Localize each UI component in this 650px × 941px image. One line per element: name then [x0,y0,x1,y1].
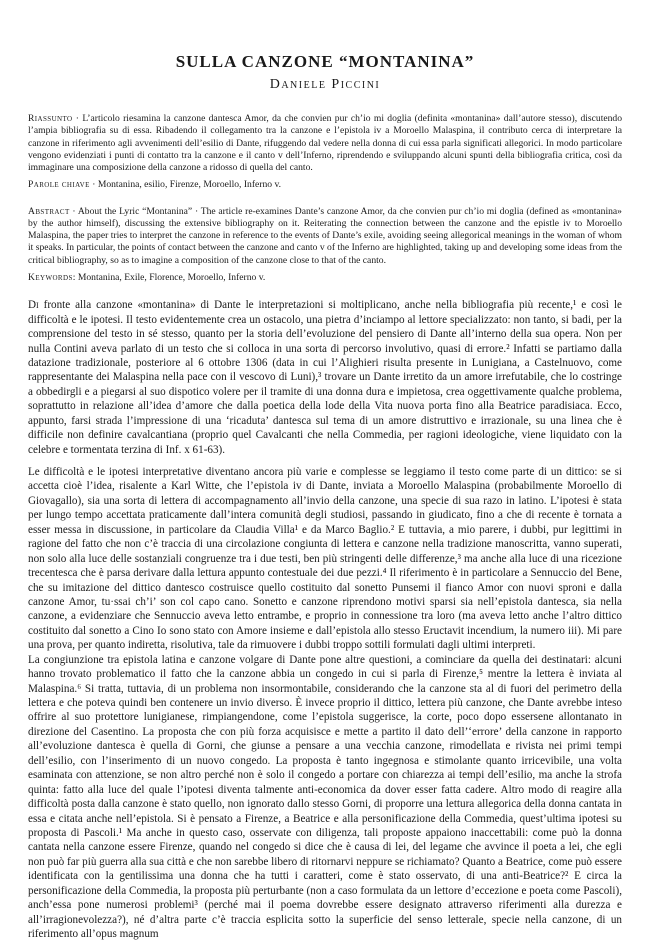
body-paragraph-3: La congiunzione tra epistola latina e canzone volgare di Dante pone altre questioni, a cominciare da quella dei destinatari: alcuni hanno trovato problematico il fatto che la canzone abbia un congedo in cui si parla di Firenze,⁵ mentre la lettera è inviata al Malaspina.⁶ Si tratta, tuttavia, di un problema non insormontabile, considerando che la canzone sta al di fuori del perimetro della lettera e che poteva quindi ben contenere un invio diverso. È invece proprio il dittico, lettera più canzone, che Dante avrebbe inteso offrire al suo protettore lunigianese, rimpiangendone, come l’epistola suggerisce, la corte, poco dopo essersene allontanato in direzione del Casentino. La proposta che con più forza acquisisce e mette a partito il dato dell’‘errore’ della canzone in rapporto all’evoluzione dantesca è quella di Gorni, che giunse a pensare a una vecchia canzone, rimodellata e rivista nei primi tempi dell’esilio, con l’inserimento di un nuovo congedo. La proposta è tanto ingegnosa e stimolante quanto irricevibile, una volta esaminata con attenzione, se non altro perché non è solo il congedo a portare con chiarezza ai tempi dell’esilio, ma anche la strofa quinta: fatto alla luce del quale l’ipotesi diventa talmente anti-economica da dover esser fatta cadere. Altro modo di reagire alla difficoltà posta dalla canzone è stato quello, non ignorato dallo stesso Gorni, di proporre una lettura allegorica della donna cantata in essa e citata anche nell’epistola. Si è pensato a Firenze, a Beatrice e alla personificazione della Commedia, quest’ultima ipotesi su proposta di Pascoli.¹ Ma anche in questo caso, osservate con diligenza, tali proposte appaiono inaccettabili: come può la donna cantata nella canzone essere Firenze, quando nel congedo si dice che è causa di lei, del legame che avvince il poeta a lei, che egli non può far più guerra alla sua città e che non sarebbe libero di ritornarvi neppure se richiamato? Quanto a Beatrice, come può essere identificata con la gentilissima una donna che ha tutti i caratteri, come è stato osservato, di una anti-Beatrice?² E circa la personificazione della Commedia, la proposta più perturbante (non a caso formulata da un lettore d’eccezione e poeta come Pascoli), anch’essa pone numerosi problemi³ (perché mai il poema dovrebbe essere designato attraverso riferimenti alla durezza e all’irragionevolezza?), né d’altra parte c’è traccia esplicita sotto la superficie del senso letterale, specie nella canzone, di un riferimento all’opus magnum [28,653,622,940]
article-author: Daniele Piccini [269,77,381,92]
label-separator: : [72,271,78,283]
opening-small-caps: Di [28,299,39,312]
keywords-english [28,272,622,284]
abstract-english-text: About the Lyric “Montanina” · The article re-examines Dante’s canzone Amor, da che convien pur ch’io mi doglia (defined as «montanina» by the author himself), discussing the extensive bibliography on it. Reiterating the connection between the canzone and the epistle iv to Moroello Malaspina, the paper tries to interpret the canzone in reference to the events of Dante’s exile, avoiding seeing allegorical meanings in the woman of whom it speaks. In particular, the points of contact between the canzone and canto v of the Inferno are highlighted, taking up and developing some ideas from the critical bibliography, so as to imagine a composition of the canzone close to that of the canto. [28,205,622,266]
abstract-italian-label: Riassunto [28,113,73,124]
abstract-english [28,206,622,267]
keywords-italian-label: Parole chiave [28,179,90,191]
body-paragraph-2: Le difficoltà e le ipotesi interpretative diventano ancora più varie e complesse se leggiamo il testo come parte di un dittico: se si accetta cioè l’idea, risalente a Karl Witte, che l’epistola iv di Dante, inviata a Moroello Malaspina (probabilmente Moroello di Giovagallo), sia una sorta di lettera di accompagnamento all’invio della canzone, una specie di sua razo in latino. L’ipotesi è stata per lungo tempo accettata praticamente dall’intera comunità degli studiosi, passando in giudicato, fino a che di recente è tornata a esser messa in discussione, in particolare da Claudia Villa¹ e da Marco Baglio.² E tuttavia, a mio parere, i dubbi, pur legittimi in ragione del fatto che non c’è traccia di una circolazione congiunta di lettera e canzone nella tradizione manoscritta, vanno superati, non solo alla luce delle sostanziali congruenze tra i due testi, ben più stringenti delle differenze,³ ma anche alla luce di una ricezione trecentesca che è parsa derivare dalla lettura appunto contestuale dei due pezzi.⁴ Il riferimento è in particolare a Sennuccio del Bene, che su imitazione del dittico dantesco costruisce quello costituito dal sonetto Punsemi il fianco Amor con nuovi sproni e dalla canzone Amor, tu·ssai ch’i’ son col capo cano. Sonetto e canzone riprendono motivi sparsi sia nell’epistola dantesca, sia nella canzone, a evidenziare che Sennuccio aveva letto entrambe, e proprio in connessione tra loro (ma aveva letto anche l’altro dittico costituito dal sonetto a Cino Io sono stato con Amore insieme e dall’epistola allo stesso Eructavit incendium, la numero iii). Mi pare una prova, per quanto indiretta, risolutiva, tale da rimuovere i dubbi troppo sottili formulati dagli ultimi interpreti. [28,466,622,652]
keywords-english-label: Keywords [28,271,73,283]
article-page [28,52,622,941]
paragraph-text: fronte alla canzone «montanina» di Dante le interpretazioni si moltiplicano, anche nella bibliografia più recente,¹ e così le difficoltà e le ipotesi. Il testo evidentemente crea un ostacolo, una pietra d’inciampo al lettore specializzato: non tanto, si badi, per la comprensione del testo in sé stesso, quanto per la storia dell’evoluzione del pensiero di Dante all’interno della sua opera. Non per nulla Contini aveva parlato di un testo che si colloca in una sorta di percorso involutivo, quasi di errore.² Infatti se partiamo dalla datazione tradizionale, posteriore al 6 ottobre 1306 (data in cui l’Alighieri risulta presente in Lunigiana, a Castelnuovo, come rappresentante dei Malaspina nella pace con il vescovo di Luni),³ trovare un Dante irretito da un amore irrefutabile, che lo costringe a obbedirgli e a piegarsi al suo dispotico volere per il tramite di una donna dura e impietosa, crea oggettivamente qualche problema, soprattutto in relazione all’idea d’amore che dalla poetica della lode della Vita nuova porta fino alla Beatrice paradisiaca. Ecco, appunto, farsi strada l’impressione di una ‘ricaduta’ dantesca sul tema di un amore distruttivo e irrazionale, su una linea che è difficile non definire cavalcantiana (proprio quel Cavalcanti che nella Commedia, per ragioni ideologiche, viene liquidato con la celebre e tormentata terzina di Inf. x 61-63). [28,299,622,456]
abstract-english-label: Abstract [28,205,70,217]
label-separator: · [72,113,83,124]
body-paragraph-1 [28,298,622,457]
label-separator: · [69,205,78,217]
keywords-italian [28,179,622,191]
label-separator: · [89,179,98,191]
keywords-italian-text: Montanina, esilio, Firenze, Moroello, Inferno v. [97,179,282,191]
keywords-english-text: Montanina, Exile, Florence, Moroello, Inferno v. [77,271,266,283]
abstract-italian-text: L’articolo riesamina la canzone dantesca Amor, da che convien pur ch’io mi doglia (definita «montanina» dall’autore stesso), discutendo l’ampia bibliografia su di essa. Ribadendo il collegamento tra la canzone e l’epistola iv a Moroello Malaspina, il contributo cerca di interpretare la canzone in riferimento agli avvenimenti dell’esilio di Dante, rifuggendo dal vedere nella donna di cui essa parla significati allegorici. In modo particolare vengono evidenziati i punti di contatto tra la canzone e il canto v dell’Inferno, riprendendo e sviluppando alcuni spunti della bibliografia critica, così da immaginare una composizione della canzone a ridosso di quella del canto. [28,113,623,174]
article-title: SULLA CANZONE “MONTANINA” [175,52,475,71]
abstract-italian [28,113,622,174]
